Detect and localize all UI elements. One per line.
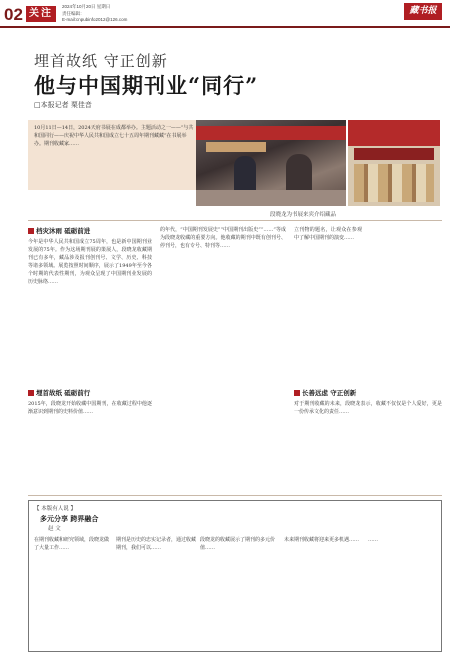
article-intro: 10月11日—14日，2024天府书展在成都举办。主题活动之一——“与共和国同行——庆祝中华人民共和国成立七十五周年期刊藏藏”在书展举办。期刊收藏家……	[28, 120, 200, 190]
email-line: E-mail:cnpubinfo2012@126.com	[62, 17, 128, 22]
article-kicker: 埋首故纸 守正创新	[34, 52, 168, 70]
article-column-1b: 2015年，段晓龙开始收藏中国期刊，在收藏过程中他逐渐意识到期刊的史料价值……	[28, 401, 152, 415]
article-column-3b: 对于期刊收藏的未来，段晓龙表示，收藏不仅仅是个人爱好，更是一份传承文化的责任……	[294, 401, 442, 415]
photo-caption: 段晓龙为书展来宾介绍藏品	[270, 212, 337, 218]
date-line: 2024年10月20日 星期日	[62, 4, 111, 9]
commentary-column-5: ……	[368, 537, 378, 543]
commentary-column-1: 在期刊收藏和研究领域，段晓龙做了大量工作……	[34, 537, 110, 551]
page-number: 02	[4, 5, 23, 24]
article-column-3: 立刊物的题名，让观众在参观中了解中国期刊的演变……	[294, 227, 362, 241]
article-column-1: 今年是中华人民共和国成立75周年，也是新中国期刊业发展的75年。作为这场期刊展的策展人，段晓龙收藏期刊已有多年，藏品涉及报刊创刊号、文学、历史、科技等诸多领域。展览按照时间顺序，展示了1949年至今各个时期的代表性期刊，为观众呈现了中国期刊业发展的历史脉络……	[28, 239, 152, 285]
article-headline: 他与中国期刊业“同行”	[34, 73, 259, 98]
commentary-column-4: 未来期刊收藏将迎来更多机遇……	[284, 537, 360, 543]
subhead-marker-icon	[28, 228, 34, 234]
article-column-4	[370, 226, 442, 376]
commentary-tag: 【 本版有人说 】	[34, 506, 76, 512]
date-info	[62, 4, 127, 24]
article-byline: □本报记者 栗佳音	[34, 101, 92, 109]
section-divider	[28, 495, 442, 496]
commentary-column-3: 段晓龙的收藏展示了期刊的多元价值……	[200, 537, 276, 551]
subhead-marker-icon	[294, 390, 300, 396]
commentary-title: 多元分享 跨界融合	[40, 514, 99, 523]
article-column-2: 的年代，“中国期刊发展史”“中国期刊出版史”“……”等成为段晓龙收藏的重要方向。他收藏的期刊中既有创刊号、停刊号，也有专号、特刊等……	[160, 227, 286, 249]
header-rule	[0, 26, 450, 28]
subhead-1: 档灾沐雨 砥砺前进	[28, 226, 90, 235]
subhead-marker-icon	[28, 390, 34, 396]
exhibition-photo	[196, 120, 346, 206]
section-divider	[28, 220, 442, 221]
masthead-logo: 藏书报	[404, 3, 442, 20]
commentary-column-2: 期刊是历史的忠实记录者，通过收藏期刊，我们可以……	[116, 537, 196, 551]
page-header	[0, 0, 450, 24]
commentary-author: 赵 文	[48, 526, 61, 532]
editor-line: 责任编辑：	[62, 10, 85, 16]
subhead-3: 长善远虑 守正创新	[294, 388, 356, 397]
exhibit-wall-photo	[348, 120, 440, 206]
subhead-2: 埋首故纸 砥砺前行	[28, 388, 90, 397]
section-label: 关注	[26, 6, 56, 22]
